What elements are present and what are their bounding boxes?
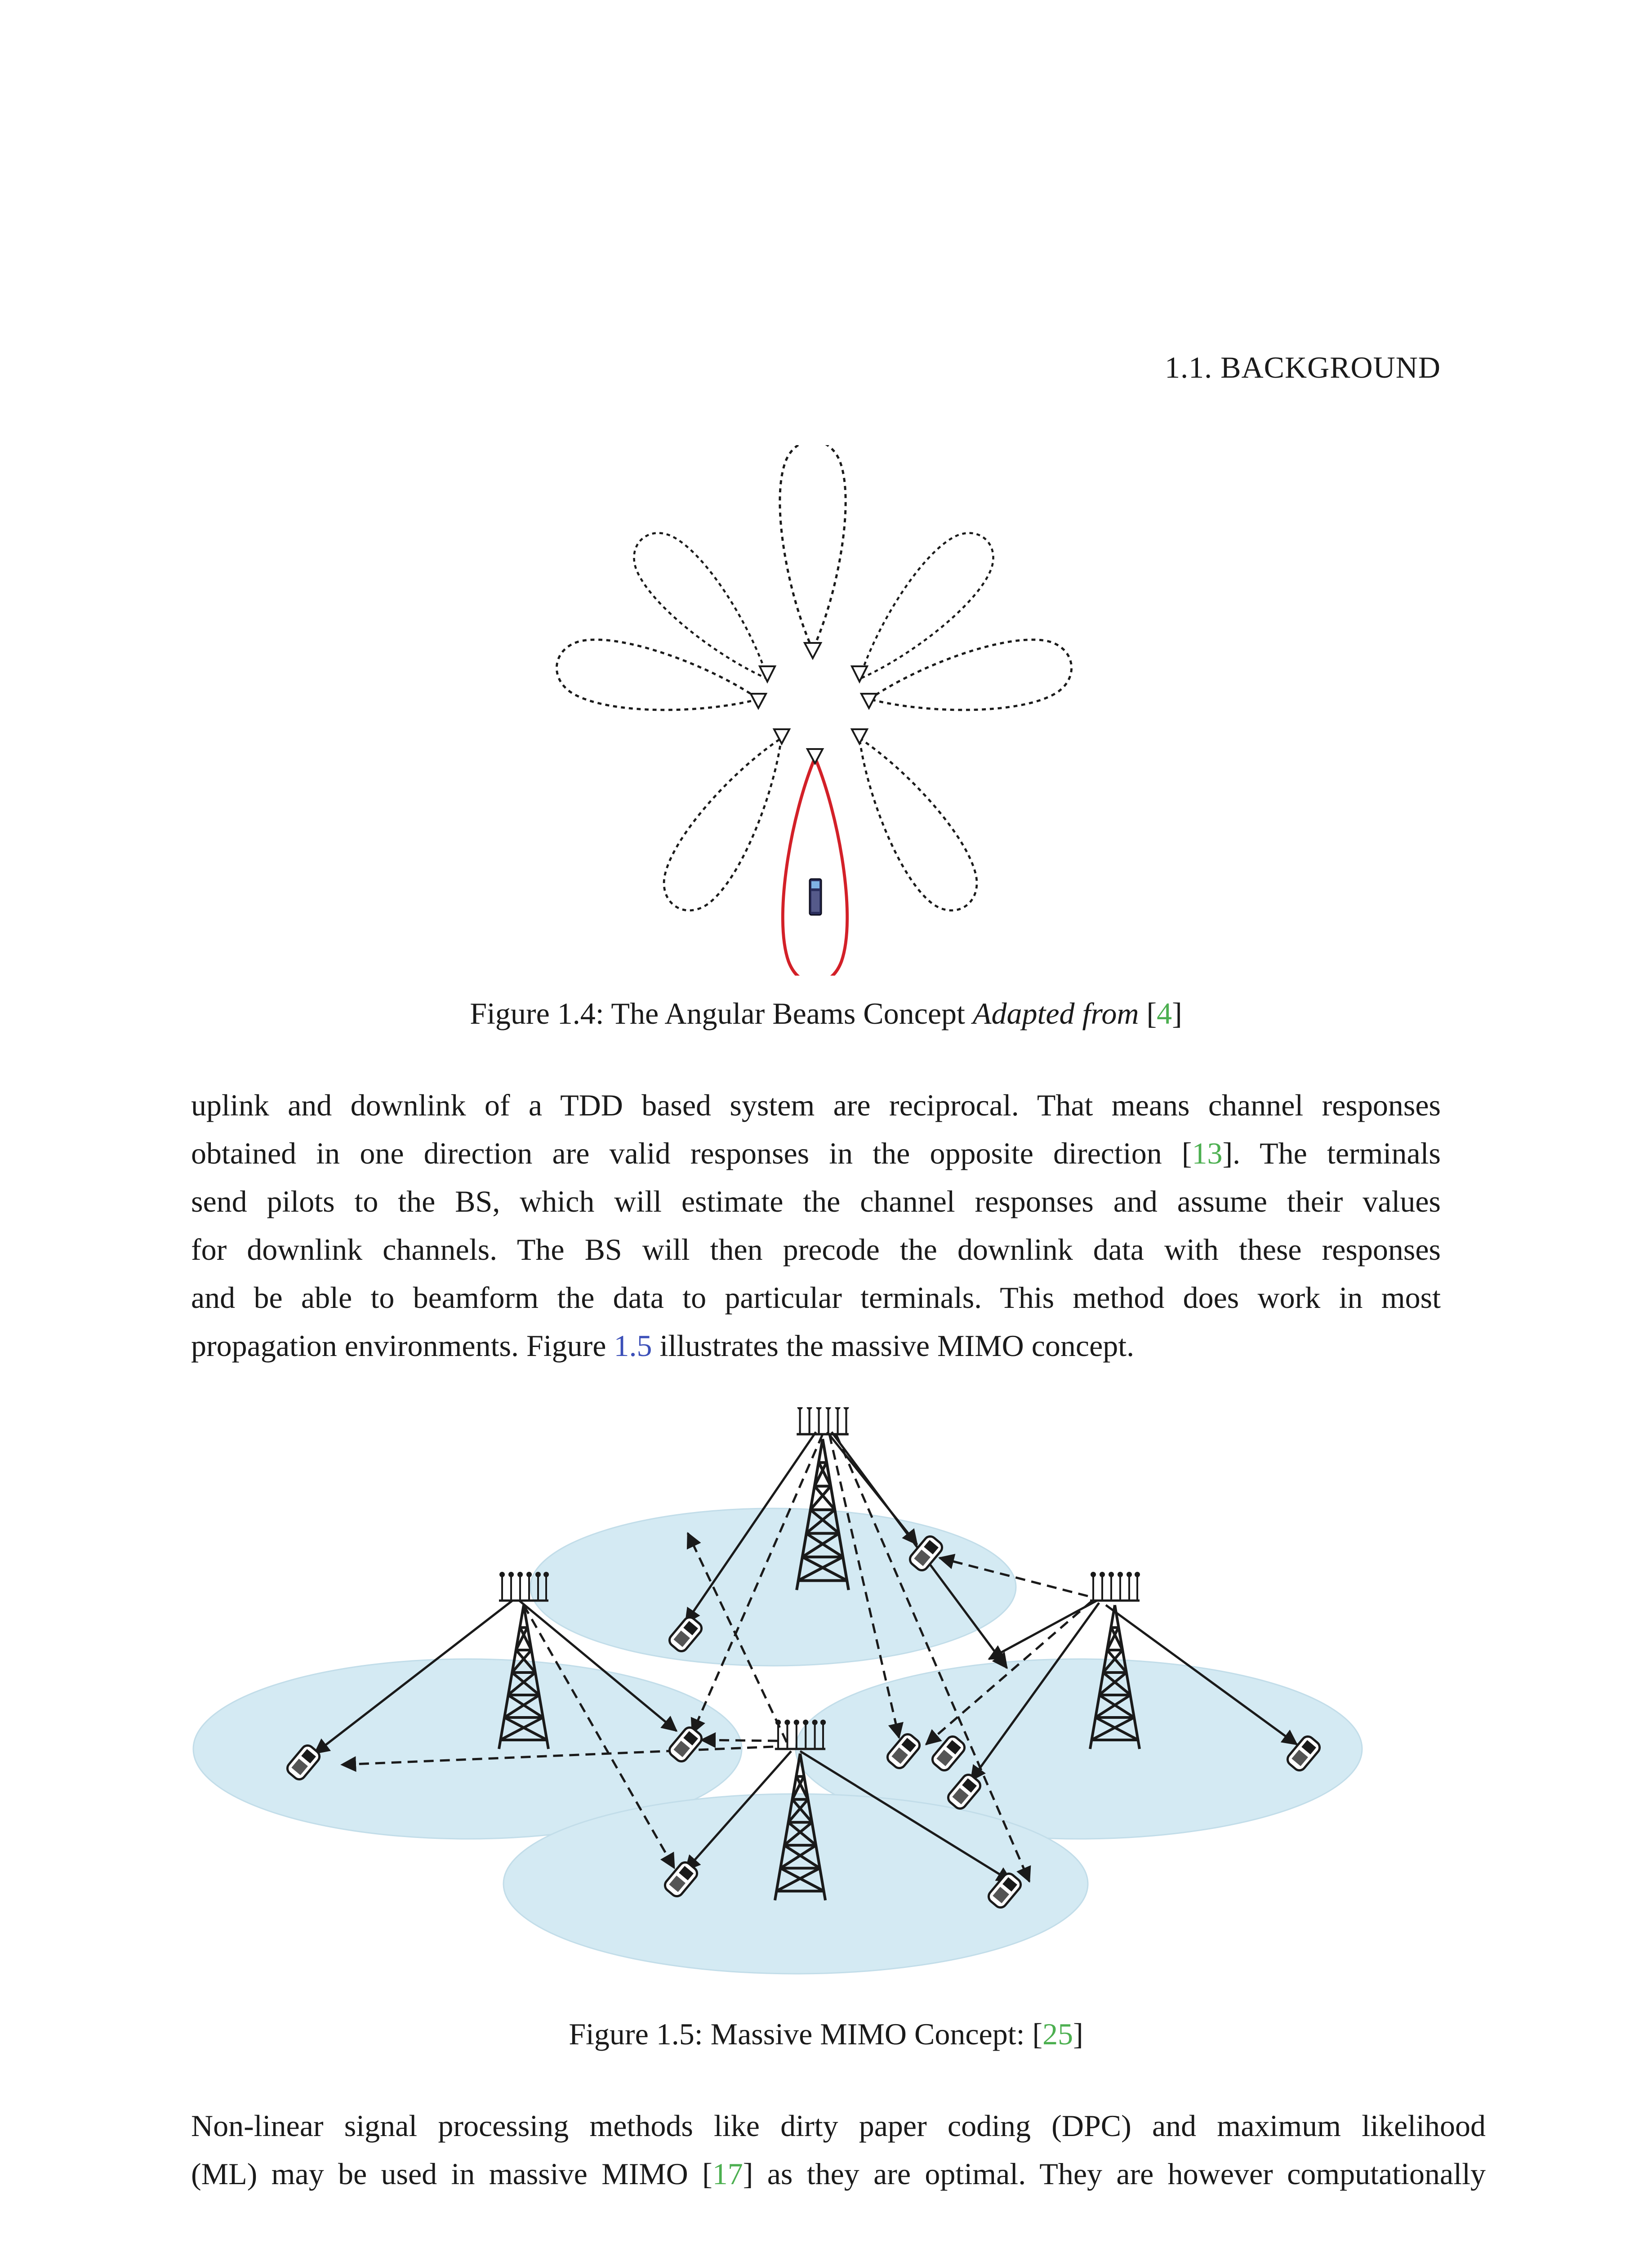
figure-angular-beams: [553, 445, 1083, 976]
figure-massive-mimo: [189, 1407, 1447, 1992]
text-span: propagation environments. Figure: [191, 1329, 614, 1363]
text-span: ] as they are optimal. They are however computationally: [743, 2157, 1486, 2191]
citation-link[interactable]: 25: [1042, 2017, 1073, 2051]
running-head: 1.1. BACKGROUND: [1165, 350, 1441, 384]
beam-lobe-left: [553, 632, 764, 731]
body-paragraph-2: [191, 2102, 1486, 2198]
body-paragraph-1: [191, 1081, 1441, 1370]
text-span: ]. The terminals: [1222, 1136, 1441, 1170]
caption-text: Figure 1.4: The Angular Beams Concept: [470, 996, 973, 1030]
beam-lobe-right: [864, 632, 1077, 731]
text-span: (ML) may be used in massive MIMO [: [191, 2157, 712, 2191]
cell-area-top: [530, 1508, 1016, 1666]
figure-reference-link[interactable]: 1.5: [614, 1329, 652, 1363]
caption-bracket: ]: [1073, 2017, 1083, 2051]
text-line: send pilots to the BS, which will estimate the channel responses and assume their values: [191, 1184, 1441, 1218]
caption-text: Figure 1.5: Massive MIMO Concept: [: [569, 2017, 1043, 2051]
beam-lobe-lower-right: [833, 722, 991, 923]
text-span: illustrates the massive MIMO concept.: [652, 1329, 1135, 1363]
text-line: Non-linear signal processing methods like dirty paper coding (DPC) and maximum likelihood: [191, 2109, 1486, 2143]
antenna-triangle: [852, 729, 867, 744]
caption-bracket: [: [1139, 996, 1157, 1030]
antenna-triangle: [760, 666, 775, 682]
caption-bracket: ]: [1172, 996, 1182, 1030]
text-line: uplink and downlink of a TDD based system are reciprocal. That means channel responses: [191, 1088, 1441, 1122]
citation-link[interactable]: 4: [1157, 996, 1172, 1030]
text-line: and be able to beamform the data to particular terminals. This method does work in most: [191, 1280, 1441, 1315]
antenna-triangle: [807, 749, 823, 763]
beam-lobe-active: [783, 758, 847, 976]
beam-lobe-up: [780, 445, 846, 650]
antenna-triangle: [805, 643, 821, 658]
caption-italic-text: Adapted from: [972, 996, 1139, 1030]
text-line: [191, 1322, 1441, 1370]
terminal-icon: [810, 879, 821, 915]
figure-1-4-caption: [0, 996, 1652, 1031]
citation-link[interactable]: 13: [1192, 1136, 1223, 1170]
text-line: [191, 2150, 1486, 2198]
figure-1-5-caption: [0, 2016, 1652, 2052]
antenna-triangle: [852, 666, 867, 682]
citation-link[interactable]: 17: [712, 2157, 743, 2191]
text-line: [191, 1129, 1441, 1178]
text-line: for downlink channels. The BS will then precode the downlink data with these responses: [191, 1232, 1441, 1267]
antenna-triangle: [751, 694, 766, 708]
text-span: obtained in one direction are valid responses in the opposite direction [: [191, 1136, 1192, 1170]
